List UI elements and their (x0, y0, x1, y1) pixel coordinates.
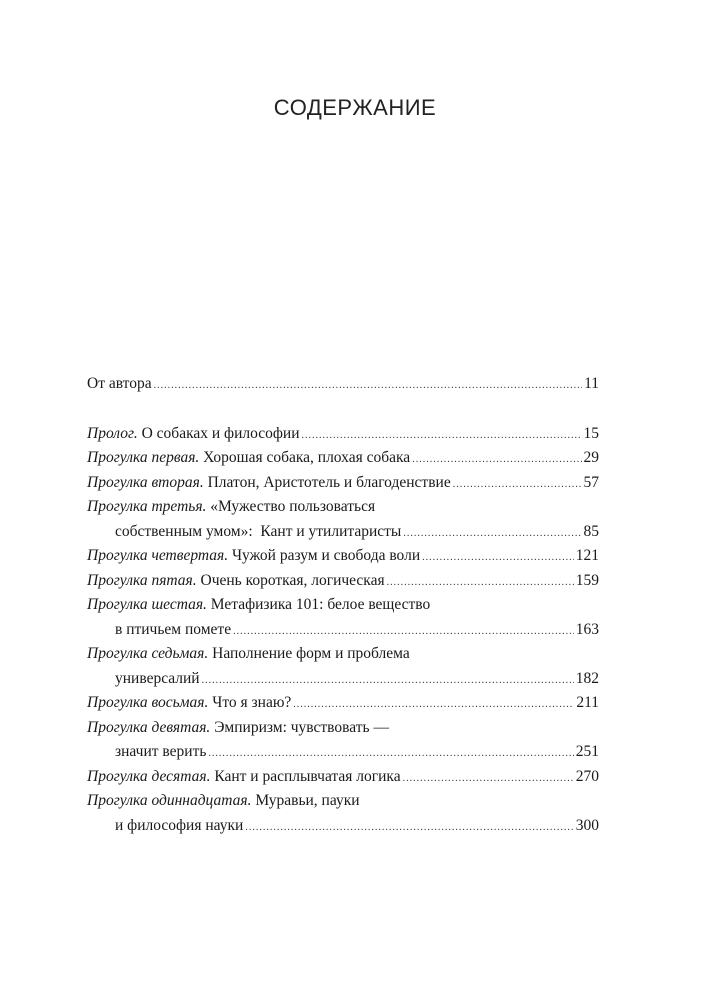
toc-entry-label (87, 446, 410, 471)
toc-page-number: 300 (575, 816, 599, 834)
toc-page-number: 57 (583, 473, 599, 491)
dot-leader (403, 767, 574, 792)
toc-entry-title: Хорошая собака, плохая собака (199, 449, 411, 466)
toc-entry-label: От автора (87, 375, 152, 392)
table-of-contents (87, 372, 599, 838)
toc-page-number: 251 (575, 743, 599, 760)
toc-entry-title: Наполнение форм и проблема (208, 645, 410, 662)
dot-leader (422, 546, 574, 571)
toc-page-number: 163 (575, 620, 599, 638)
toc-entry-title: Очень короткая, логическая (196, 571, 385, 589)
dot-leader (387, 571, 574, 596)
toc-entry-prefix: Прогулка десятая. (87, 767, 211, 785)
toc-entry-label (87, 642, 410, 667)
toc-entry-title: Муравьи, пауки (251, 792, 360, 809)
toc-page-number: 182 (575, 669, 599, 687)
toc-entry-title: Метафизика 101: белое вещество (206, 596, 431, 613)
toc-entry-prefix: Прогулка одиннадцатая. (87, 792, 252, 809)
toc-entry-title-continued: в птичьем помете (115, 620, 232, 638)
toc-entry-author[interactable] (87, 372, 599, 397)
dot-leader (293, 693, 574, 718)
toc-entry[interactable] (87, 765, 599, 790)
toc-entry[interactable] (87, 569, 599, 594)
dot-leader (403, 522, 581, 547)
toc-page-number: 29 (583, 449, 599, 466)
toc-entry[interactable] (87, 544, 599, 569)
toc-entry-prefix: Прогулка третья. (87, 498, 207, 515)
toc-entry[interactable] (87, 422, 599, 447)
toc-entry[interactable] (87, 716, 599, 765)
toc-page-number: 121 (575, 547, 599, 564)
toc-page-number: 159 (575, 571, 599, 589)
toc-page-number: 85 (583, 522, 599, 540)
toc-page-number: 270 (575, 767, 599, 785)
toc-entry[interactable] (87, 593, 599, 642)
toc-entry-title: Что я знаю? (208, 694, 292, 711)
toc-entry-label (87, 765, 401, 790)
toc-entry-title-continued: универсалий (115, 669, 200, 687)
toc-entry-title: Эмпиризм: чувствовать — (210, 718, 389, 736)
toc-entry-label (87, 471, 451, 496)
dot-leader (302, 424, 582, 449)
toc-entry-label (87, 691, 291, 716)
toc-entry-title-continued: собственным умом»: Кант и утилитаристы (115, 522, 402, 540)
toc-entry-title: О собаках и философии (137, 424, 300, 442)
toc-entry-title: Платон, Аристотель и благоденствие (203, 473, 451, 491)
toc-entry-title: Чужой разум и свобода воли (228, 547, 421, 564)
toc-entry-title-continued: и философия науки (115, 816, 244, 834)
dot-leader (154, 374, 582, 399)
toc-entry-prefix: Прогулка седьмая. (87, 645, 209, 662)
toc-entry-prefix: Прогулка четвертая. (87, 547, 229, 564)
toc-entry-label (87, 716, 389, 741)
toc-entry-prefix: Пролог. (87, 424, 138, 442)
toc-entry-prefix: Прогулка вторая. (87, 473, 204, 491)
toc-entry[interactable] (87, 471, 599, 496)
toc-entry-prefix: Прогулка шестая. (87, 596, 207, 613)
toc-entry-label (87, 544, 420, 569)
toc-entry-prefix: Прогулка девятая. (87, 718, 211, 736)
dot-leader (202, 669, 574, 694)
toc-entry[interactable] (87, 495, 599, 544)
toc-entry-label (87, 569, 385, 594)
toc-entry[interactable] (87, 446, 599, 471)
toc-entry-title-continued: значит верить (115, 743, 207, 760)
page-title: СОДЕРЖАНИЕ (273, 95, 437, 120)
dot-leader (208, 742, 573, 767)
toc-entry-label (87, 495, 375, 520)
toc-page-number: 211 (576, 694, 599, 711)
toc-entry[interactable] (87, 691, 599, 716)
toc-entry-prefix: Прогулка пятая. (87, 571, 197, 589)
toc-entry-prefix: Прогулка восьмая. (87, 694, 209, 711)
toc-entry-label (87, 789, 360, 814)
toc-entry-label (87, 422, 300, 447)
toc-entry-prefix: Прогулка первая. (87, 449, 200, 466)
toc-page-number: 11 (584, 375, 599, 392)
dot-leader (245, 816, 573, 841)
dot-leader (453, 473, 582, 498)
toc-entry-label (87, 593, 430, 618)
toc-entry-title: Кант и расплывчатая логика (210, 767, 401, 785)
dot-leader (233, 620, 574, 645)
toc-entry[interactable] (87, 642, 599, 691)
toc-entry[interactable] (87, 789, 599, 838)
dot-leader (412, 448, 581, 473)
toc-page-number: 15 (583, 424, 599, 442)
toc-entry-title: «Мужество пользоваться (206, 498, 376, 515)
